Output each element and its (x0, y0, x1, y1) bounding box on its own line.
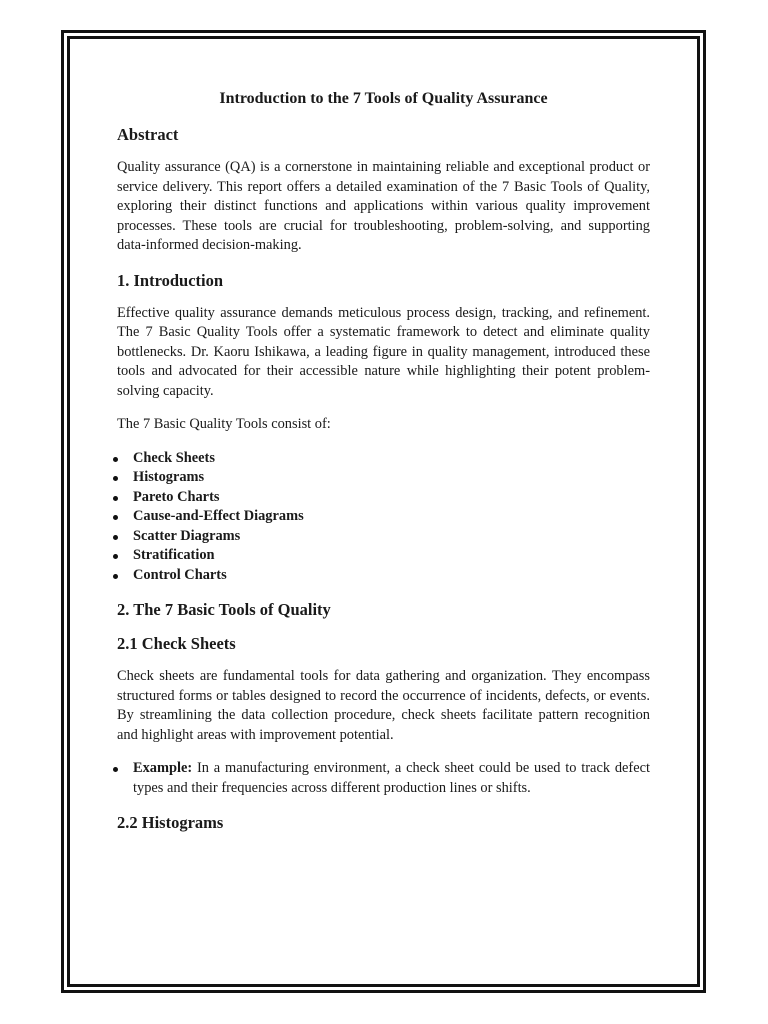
list-item: Check Sheets (117, 449, 650, 469)
list-item: Scatter Diagrams (117, 527, 650, 547)
list-item: Cause-and-Effect Diagrams (117, 507, 650, 527)
list-item: Stratification (117, 546, 650, 566)
list-item: Control Charts (117, 566, 650, 586)
abstract-heading: Abstract (117, 125, 179, 144)
histograms-heading: 2.2 Histograms (117, 813, 224, 832)
list-item: Histograms (117, 468, 650, 488)
list-item: Pareto Charts (117, 488, 650, 508)
document-title: Introduction to the 7 Tools of Quality Assurance (219, 90, 548, 107)
tools-list (117, 449, 650, 586)
introduction-paragraph: Effective quality assurance demands meticulous process design, tracking, and refinement. The 7 Basic Quality Tools offer a systematic framework to detect and eliminate quality bottlenecks. Dr. Kaoru Ishikawa, a leading figure in quality management, introduced these tools and advocated for their accessible nature while highlighting their potent problem-solving capacity. (117, 304, 650, 399)
document-body (117, 88, 650, 846)
check-sheets-example (117, 759, 650, 798)
tools-list-intro: The 7 Basic Quality Tools consist of: (117, 416, 331, 432)
check-sheets-paragraph: Check sheets are fundamental tools for data gathering and organization. They encompass structured forms or tables designed to record the occurrence of incidents, defects, or events. By streamlining the data collection procedure, check sheets facilitate pattern recognition and highlight areas with improvement potential. (117, 668, 650, 743)
example-text: In a manufacturing environment, a check sheet could be used to track defect types and their frequencies across different production lines or shifts. (133, 760, 650, 796)
check-sheets-heading: 2.1 Check Sheets (117, 634, 236, 653)
abstract-paragraph: Quality assurance (QA) is a cornerstone in maintaining reliable and exceptional product or service delivery. This report offers a detailed examination of the 7 Basic Tools of Quality, exploring their distinct functions and applications within various quality improvement processes. These tools are crucial for troubleshooting, problem-solving, and supporting data-informed decision-making. (117, 159, 650, 253)
introduction-heading: 1. Introduction (117, 270, 224, 290)
example-label: Example: (133, 760, 193, 776)
section-2-heading: 2. The 7 Basic Tools of Quality (117, 600, 331, 619)
